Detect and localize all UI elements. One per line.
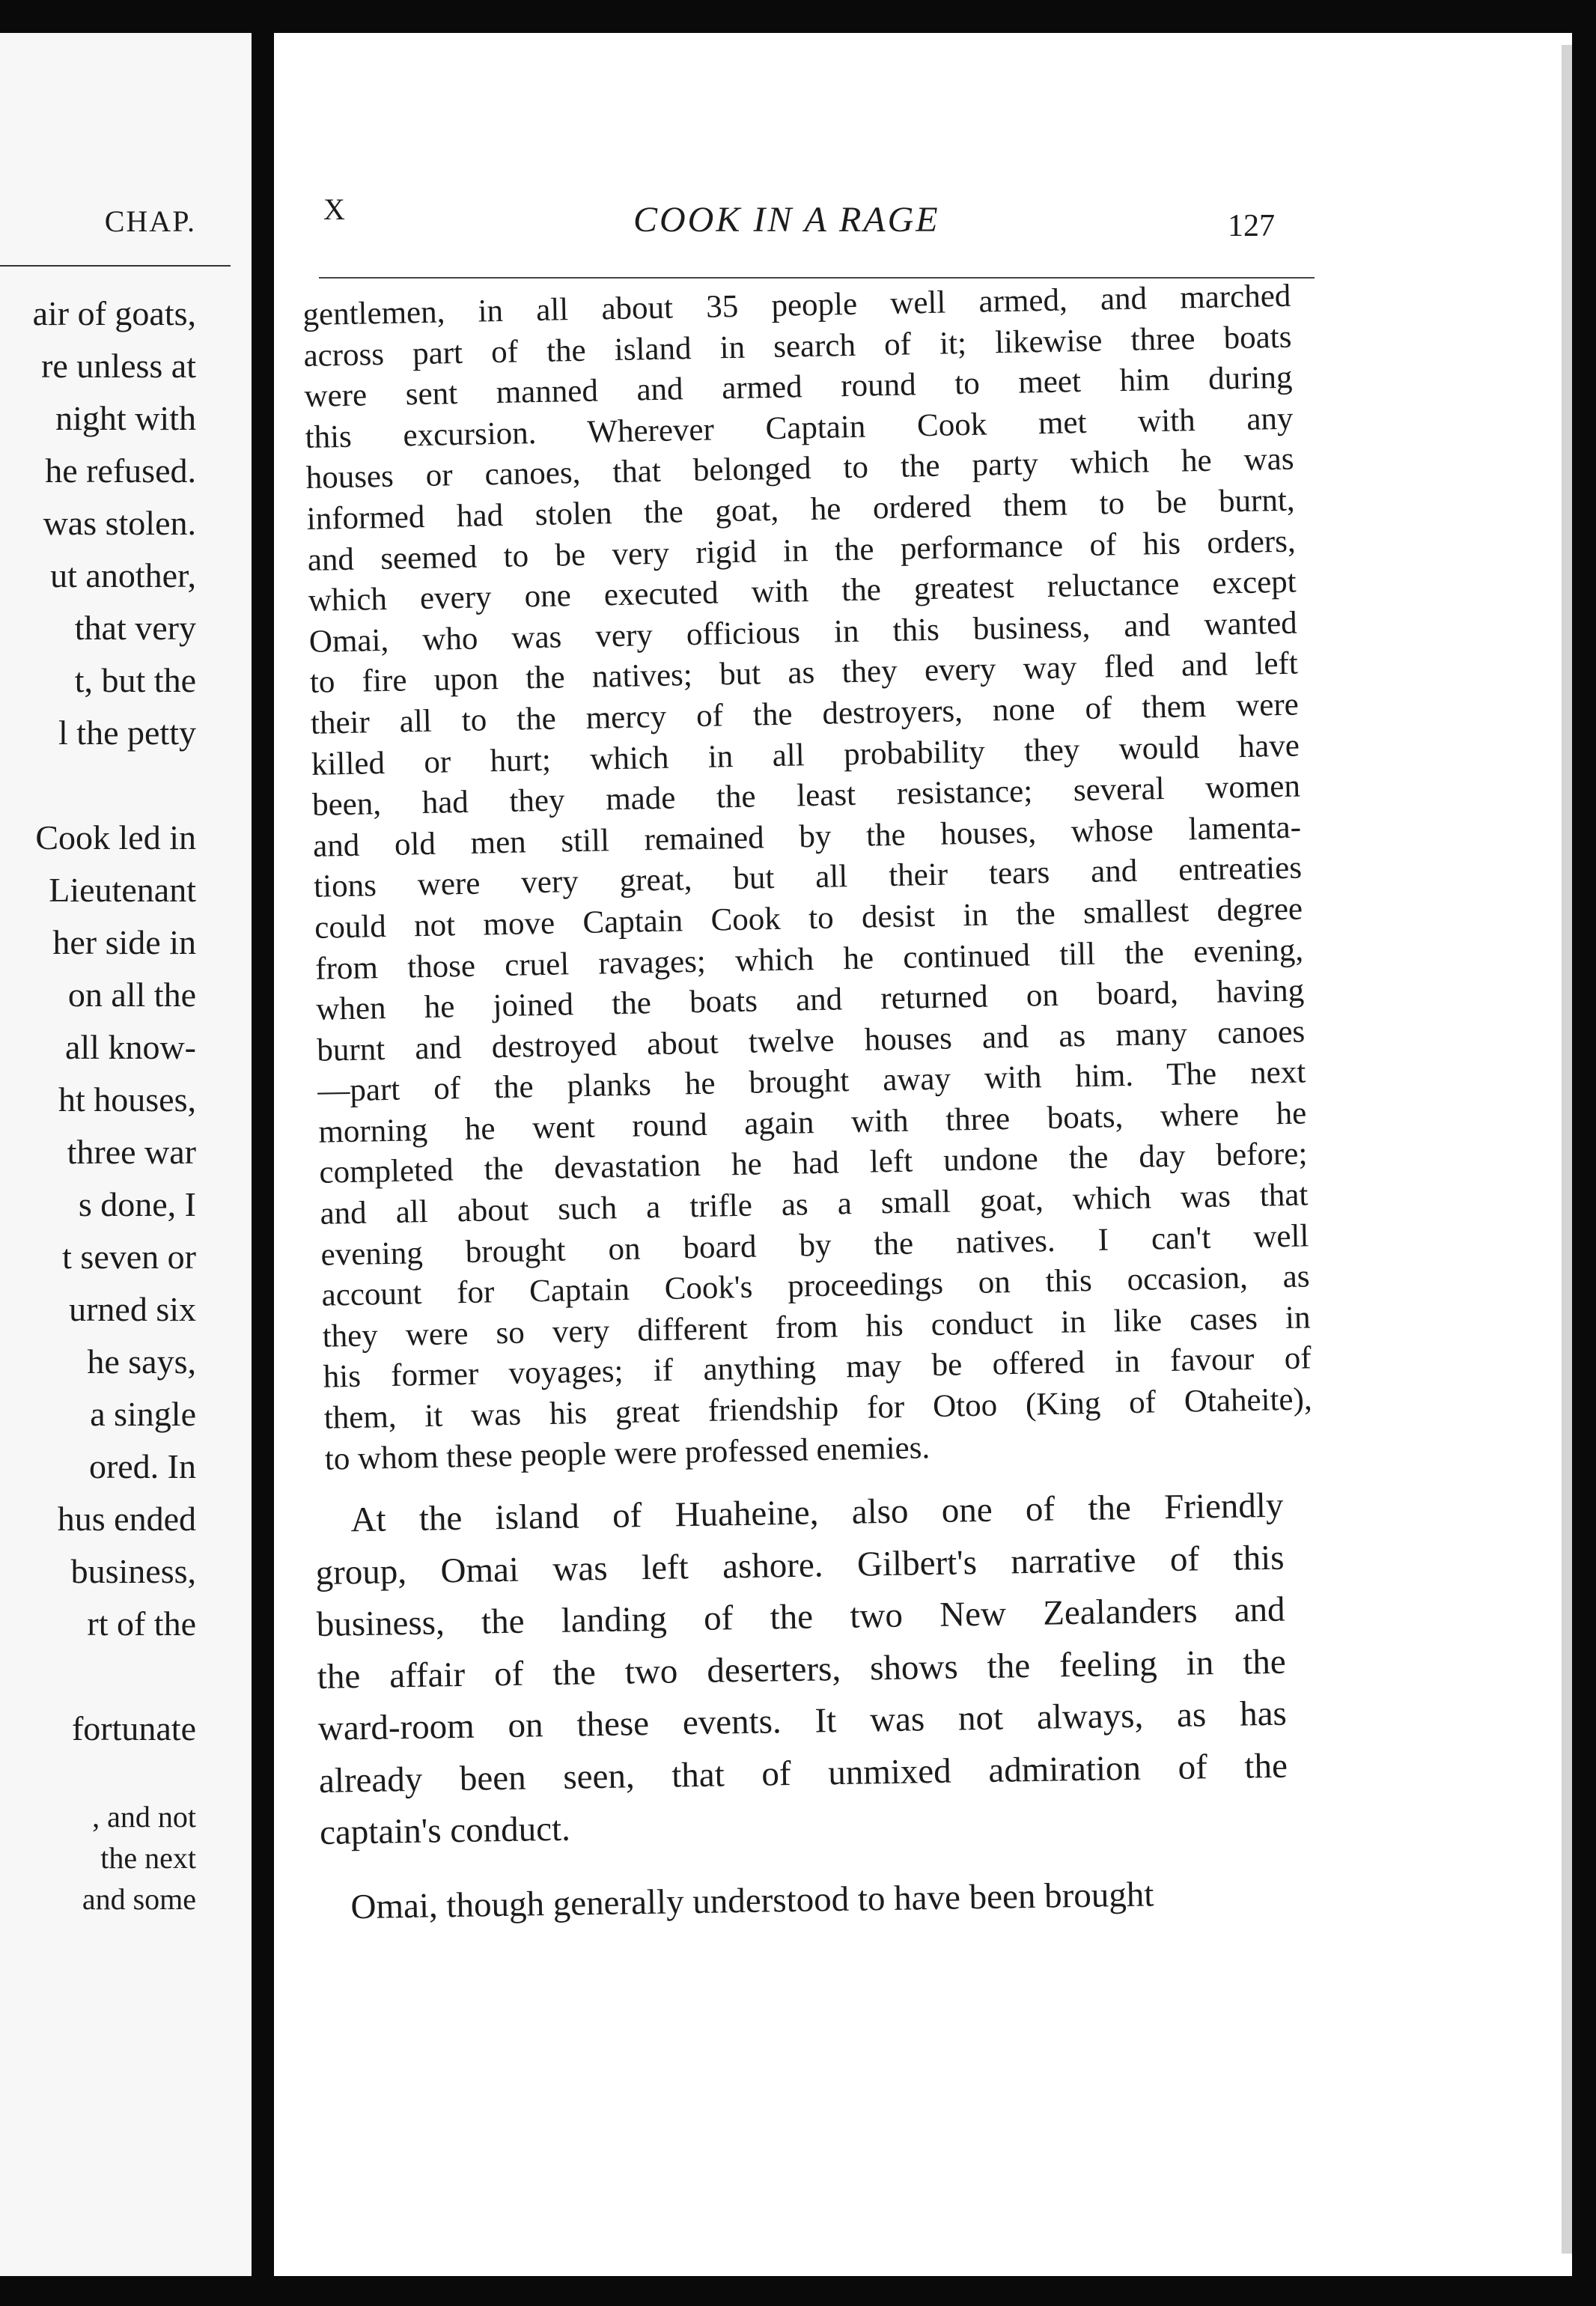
body-text: [302, 278, 1313, 1934]
left-text-line: re unless at: [41, 347, 196, 385]
text-line: completed the devastation he had left undone the day before;: [319, 1136, 1308, 1191]
left-footnote-line: the next: [100, 1841, 196, 1875]
paragraph: [302, 276, 1313, 1480]
left-text-line: t seven or: [62, 1238, 196, 1276]
text-line: burnt and destroyed about twelve houses and as many canoes: [316, 1014, 1306, 1068]
left-text-line: Lieutenant: [49, 871, 196, 909]
left-text-line: l the petty: [58, 714, 196, 752]
chapter-number: X: [323, 192, 345, 226]
scan-border-bottom: [0, 2276, 1596, 2306]
paragraph: [314, 1867, 1284, 1934]
left-text-line: he refused.: [45, 451, 196, 490]
text-line: to whom these people were professed enemies.: [324, 1429, 931, 1477]
text-line: they were so very different from his conduct in like cases in: [322, 1300, 1311, 1354]
left-footnote-line: , and not: [92, 1800, 196, 1834]
text-line: been, had they made the least resistance; several women: [311, 768, 1301, 823]
left-text-line: urned six: [69, 1290, 196, 1328]
left-text-line: t, but the: [74, 661, 196, 699]
text-line: tions were very great, but all their tears and entreaties: [313, 850, 1303, 905]
left-gap: [33, 1755, 196, 1796]
scan-border-top: [0, 0, 1596, 33]
text-line: informed had stolen the goat, he ordered them to be burnt,: [306, 482, 1295, 537]
text-line: could not move Captain Cook to desist in the smallest degree: [314, 891, 1303, 946]
page-number: 127: [1228, 209, 1275, 243]
text-line: were sent manned and armed round to meet him during: [304, 359, 1293, 415]
left-text-line: was stolen.: [43, 504, 196, 542]
text-line: which every one executed with the greatest reluctance except: [308, 564, 1297, 619]
left-text-line: ht houses,: [58, 1080, 196, 1119]
left-running-header: CHAP.: [104, 204, 196, 238]
text-line: from those cruel ravages; which he continued till the evening,: [314, 931, 1304, 987]
left-text-line: on all the: [67, 976, 196, 1014]
text-line: morning he went round again with three boats, where he: [318, 1095, 1307, 1150]
text-line: his former voyages; if anything may be offered in favour of: [323, 1340, 1312, 1396]
text-line: Omai, who was very officious in this business, and wanted: [308, 605, 1298, 660]
left-text-line: a single: [90, 1395, 196, 1433]
scan-border-right: [1572, 0, 1596, 2306]
text-line: to fire upon the natives; but as they every way fled and left: [309, 645, 1299, 701]
left-footnote-line: and some: [82, 1882, 196, 1916]
running-title: COOK IN A RAGE: [633, 200, 940, 240]
left-text-line: three war: [67, 1133, 196, 1171]
left-text-line: air of goats,: [32, 294, 196, 332]
text-line: and seemed to be very rigid in the performance of his orders,: [307, 523, 1297, 578]
paragraph: [314, 1480, 1288, 1860]
left-text-line: he says,: [87, 1342, 196, 1381]
left-facing-page: [0, 33, 252, 2276]
text-line: across part of the island in search of it; likewise three boats: [303, 319, 1292, 374]
left-text-line: that very: [74, 609, 196, 647]
left-text-line: s done, I: [78, 1185, 196, 1223]
text-line: them, it was his great friendship for Otoo (King of Otaheite),: [323, 1381, 1313, 1436]
left-text-line: business,: [70, 1552, 196, 1590]
left-text-line: [33, 759, 196, 812]
text-line: account for Captain Cook's proceedings on this occasion, as: [321, 1259, 1310, 1313]
text-line: their all to the mercy of the destroyers, none of them were: [310, 687, 1300, 741]
left-text-line: fortunate: [71, 1709, 196, 1747]
left-text-line: ut another,: [50, 556, 196, 594]
left-text-line: Cook led in: [35, 818, 196, 857]
text-line: group, Omai was left ashore. Gilbert's narrative of this: [315, 1538, 1285, 1592]
text-line: the affair of the two deserters, shows the feeling in the: [317, 1642, 1287, 1697]
text-line: when he joined the boats and returned on board, having: [315, 973, 1305, 1027]
text-line: business, the landing of the two New Zealanders and: [316, 1589, 1285, 1645]
left-page-text: [33, 288, 196, 1920]
text-line: gentlemen, in all about 35 people well armed, and marched: [302, 278, 1291, 332]
text-line: already been seen, that of unmixed admiration of the: [318, 1746, 1288, 1801]
text-line: evening brought on board by the natives. I can't well: [320, 1218, 1309, 1273]
text-line: and old men still remained by the houses, whose lamenta-: [312, 809, 1302, 864]
left-text-line: all know-: [64, 1028, 196, 1066]
text-line: captain's conduct.: [319, 1809, 571, 1853]
text-line: At the island of Huaheine, also one of the Friendly: [350, 1485, 1284, 1540]
right-page: [274, 33, 1572, 2276]
page-edge: [1562, 45, 1572, 2254]
text-line: this excursion. Wherever Captain Cook met with any: [305, 401, 1294, 455]
left-header-rule: [0, 265, 231, 267]
left-text-line: [33, 1650, 196, 1703]
left-text-line: hus ended: [57, 1500, 196, 1538]
text-line: Omai, though generally understood to have been brought: [350, 1875, 1154, 1926]
text-line: houses or canoes, that belonged to the party which he was: [305, 441, 1294, 496]
text-line: killed or hurt; which in all probability they would have: [311, 728, 1300, 782]
left-text-line: her side in: [52, 923, 196, 961]
text-line: ward-room on these events. It was not always, as has: [317, 1694, 1288, 1749]
left-text-line: night with: [55, 399, 196, 437]
text-line: and all about such a trifle as a small goat, which was that: [320, 1177, 1309, 1232]
left-text-line: ored. In: [88, 1447, 196, 1485]
left-text-line: rt of the: [87, 1604, 196, 1643]
book-gutter: [252, 0, 274, 2306]
text-line: —part of the planks he brought away with him. The next: [317, 1054, 1306, 1110]
